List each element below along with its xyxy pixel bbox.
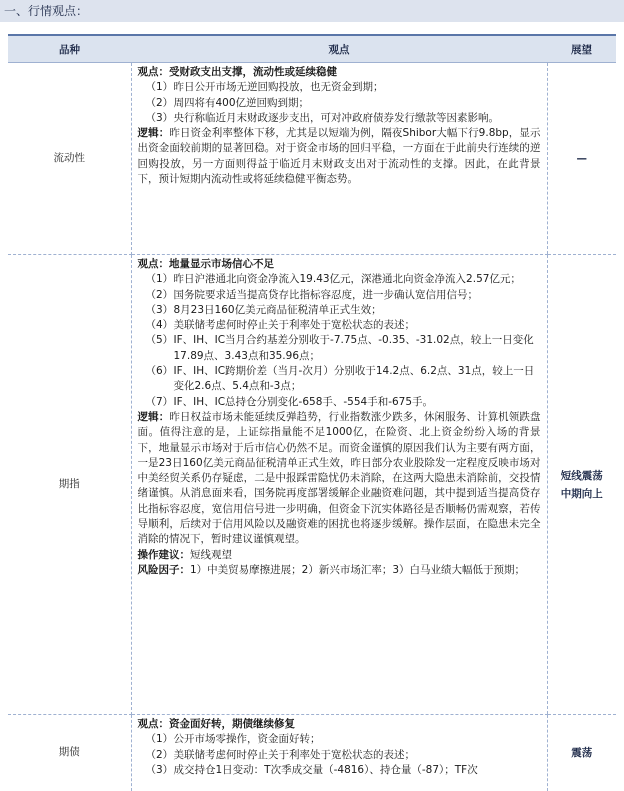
list-item: （6） IF、IH、IC跨期价差（当月-次月）分别收于14.2点、6.2点、31点，较上一日变化2.6点、5.4点和-3点； — [138, 364, 541, 395]
operation-advice: 操作建议：短线观望 — [138, 548, 541, 563]
view-title: 观点：资金面好转，期债继续修复 — [138, 717, 541, 732]
list-item: （2） 美联储考虑何时停止关于利率处于宽松状态的表述； — [138, 748, 541, 763]
list-item: （1） 公开市场零操作，资金面好转； — [138, 732, 541, 747]
list-item: （1） 昨日公开市场无逆回购投放，也无资金到期； — [138, 80, 541, 95]
header-view: 观点 — [131, 35, 547, 63]
logic-paragraph: 逻辑：昨日权益市场未能延续反弹趋势，行业指数涨少跌多，休闲服务、计算机领跌盘面。值得注意的是，上证综指量能不足1000亿，在险资、北上资金纷纷入场的背景下，地量显示市场对于后市信心仍然不足。而资金谨慎的原因我们认为主要有两方面，一是23日160亿美元商品征税清单正式生效，昨日部分农业股除发一定程度反映市场对中美经贸关系仍存疑虑，二是中报踩雷隐忧仍未消除，在这两大隐患未消除前，交投情绪谨慎。从消息面来看，国务院再度部署缓解企业融资难问题，其中提到适当提高贷存比指标容忍度，宽信用信号进一步明确，但资金下沉实体路径是否顺畅仍需观察，若传导顺利，后续对于信用风险以及融资难的困扰也将逐步缓解。操作层面，在隐患未完全消除的情况下，暂时建议谨慎观望。 — [138, 410, 541, 548]
view-title: 观点：地量显示市场信心不足 — [138, 257, 541, 272]
row-category: 流动性 — [8, 63, 131, 255]
row-view — [131, 715, 547, 791]
table-row — [8, 255, 616, 715]
list-item: （1） 昨日沪港通北向资金净流入19.43亿元，深港通北向资金净流入2.57亿元； — [138, 272, 541, 287]
list-item: （2） 国务院要求适当提高贷存比指标容忍度，进一步确认宽信用信号； — [138, 288, 541, 303]
list-item: （2） 周四将有400亿逆回购到期； — [138, 96, 541, 111]
list-item: （4） 美联储考虑何时停止关于利率处于宽松状态的表述； — [138, 318, 541, 333]
logic-paragraph: 逻辑：昨日资金利率整体下移，尤其是以短端为例，隔夜Shibor大幅下行9.8bp，显示出资金面较前期的显著回稳。对于资金市场的回归平稳，一方面在于此前央行连续的逆回购投放，另一方面则得益于临近月末财政支出对于流动性的支撑。因此，在此背景下，预计短期内流动性或将延续稳健平衡态势。 — [138, 126, 541, 187]
row-category: 期指 — [8, 255, 131, 715]
header-category: 品种 — [8, 35, 131, 63]
row-category: 期债 — [8, 715, 131, 791]
header-outlook: 展望 — [547, 35, 616, 63]
view-title: 观点：受财政支出支撑，流动性或延续稳健 — [138, 65, 541, 80]
row-outlook: — — [547, 63, 616, 255]
list-item: （3） 成交持仓1日变动：T次季成交量（-4816）、持仓量（-87）；TF次 — [138, 763, 541, 778]
list-item: （3） 8月23日160亿美元商品征税清单正式生效； — [138, 303, 541, 318]
risk-factors: 风险因子：1）中美贸易摩擦进展；2）新兴市场汇率；3）白马业绩大幅低于预期； — [138, 563, 541, 578]
outlook-table — [8, 34, 616, 791]
row-view — [131, 255, 547, 715]
table-row — [8, 63, 616, 255]
table-header-row — [8, 35, 616, 63]
table-row — [8, 715, 616, 791]
row-view — [131, 63, 547, 255]
section-title: 一、行情观点： — [0, 0, 624, 22]
list-item: （7） IF、IH、IC总持仓分别变化-658手、-554手和-675手。 — [138, 395, 541, 410]
list-item: （3） 央行称临近月末财政逐步支出，可对冲政府债券发行缴款等因素影响。 — [138, 111, 541, 126]
row-outlook: 短线震荡 中期向上 — [547, 255, 616, 715]
list-item: （5） IF、IH、IC当月合约基差分别收于-7.75点、-0.35、-31.02点，较上一日变化17.89点、3.43点和35.96点； — [138, 333, 541, 364]
row-outlook: 震荡 — [547, 715, 616, 791]
